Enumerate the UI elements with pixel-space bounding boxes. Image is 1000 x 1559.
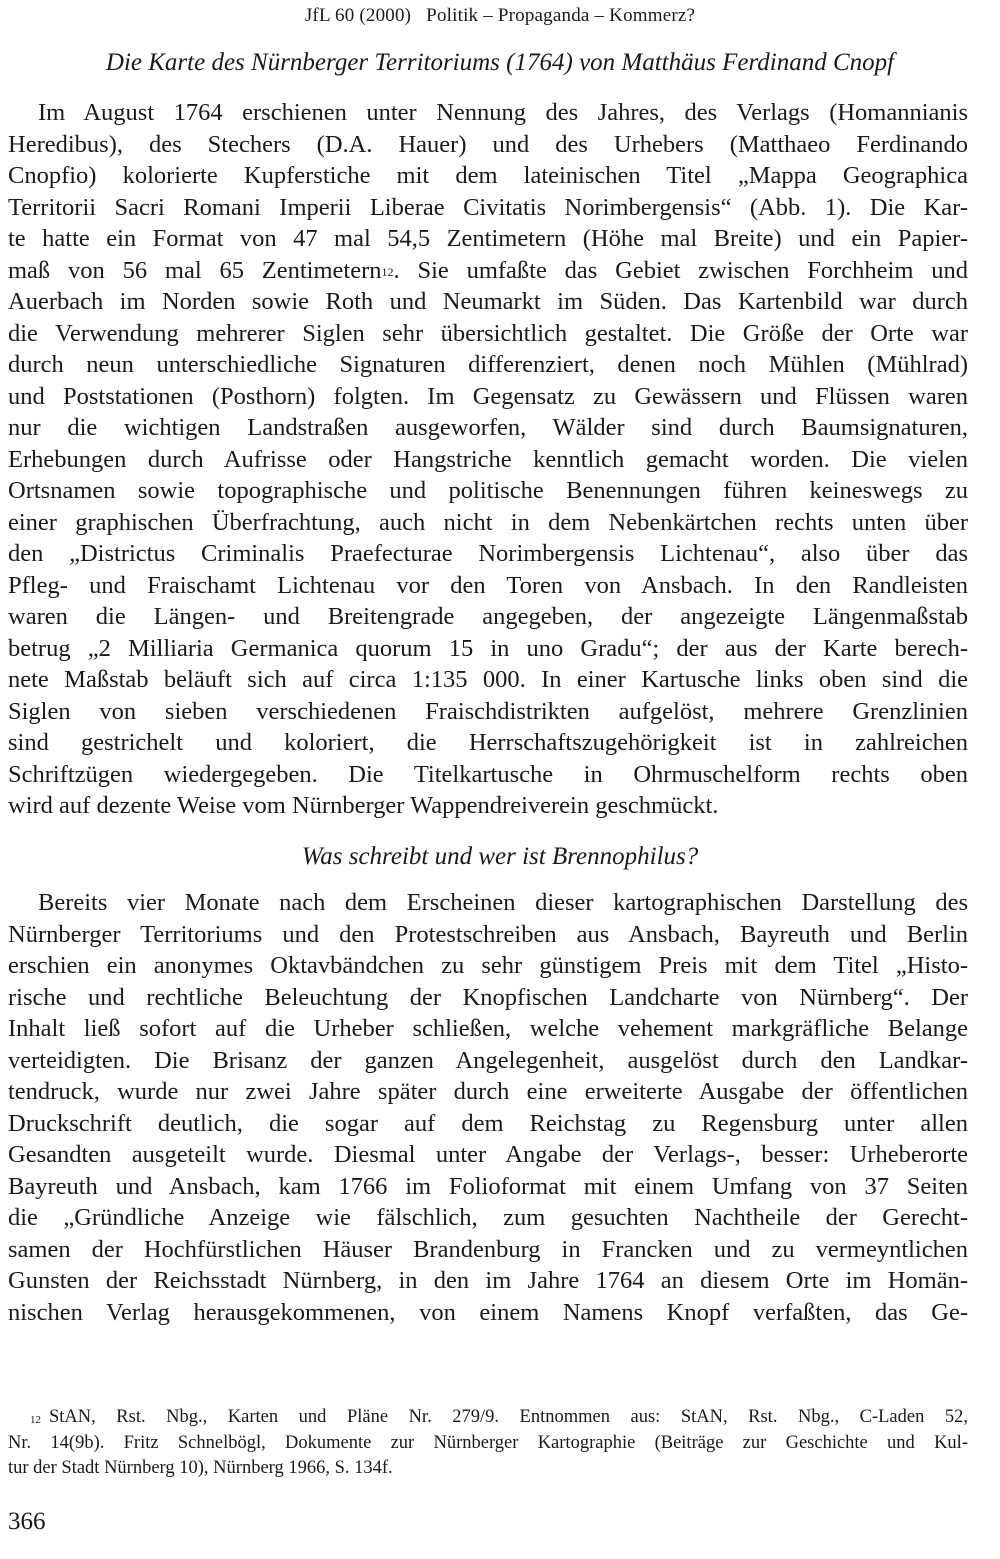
text-line: einer graphischen Überfrachtung, auch nicht in dem Nebenkärtchen rechts unten über — [8, 508, 968, 536]
page-number: 366 — [8, 1508, 46, 1535]
text-line: verteidigten. Die Brisanz der ganzen Angelegenheit, ausgelöst durch den Landkar- — [8, 1046, 968, 1074]
text-line: sind gestrichelt und koloriert, die Herrschaftszugehörigkeit ist in zahlreichen — [8, 729, 968, 756]
text-line: nur die wichtigen Landstraßen ausgeworfen, Wälder sind durch Baumsignaturen, — [8, 414, 968, 441]
text-line: Bereits vier Monate nach dem Erscheinen dieser kartographischen Darstellung des — [38, 889, 968, 916]
text-line: Siglen von sieben verschiedenen Fraischdistrikten aufgelöst, mehrere Grenzlinien — [8, 697, 968, 725]
footnote — [8, 1405, 968, 1482]
section-heading: Die Karte des Nürnberger Territoriums (1764) von Matthäus Ferdinand Cnopf — [105, 49, 895, 76]
text-line: nete Maßstab beläuft sich auf circa 1:135 000. In einer Kartusche links oben sind die — [8, 666, 968, 693]
text-line: rische und rechtliche Beleuchtung der Knopfischen Landcharte von Nürnberg“. Der — [8, 983, 968, 1011]
text-line: und Poststationen (Posthorn) folgten. Im Gegensatz zu Gewässern und Flüssen waren — [8, 382, 968, 410]
text-line: erschien ein anonymes Oktavbändchen zu sehr günstigem Preis mit dem Titel „Histo- — [8, 952, 968, 979]
text-line: waren die Längen- und Breitengrade angegeben, der angezeigte Längenmaßstab — [8, 603, 968, 630]
section-heading: Was schreibt und wer ist Brennophilus? — [301, 843, 699, 870]
text-line: nischen Verlag herausgekommenen, von einem Namens Knopf verfaßten, das Ge- — [8, 1298, 968, 1326]
text-line: Druckschrift deutlich, die sogar auf dem Reichstag zu Regensburg unter allen — [8, 1109, 968, 1137]
text-line: Im August 1764 erschienen unter Nennung des Jahres, des Verlags (Homannianis — [38, 99, 968, 126]
text-line: Gunsten der Reichsstadt Nürnberg, in den im Jahre 1764 an diesem Orte im Homän- — [8, 1267, 968, 1294]
text-line: Heredibus), des Stechers (D.A. Hauer) und des Urhebers (Matthaeo Ferdinando — [8, 130, 968, 158]
text-line: Nürnberger Territoriums und den Protestschreiben aus Ansbach, Bayreuth und Berlin — [8, 920, 968, 948]
text-line-with-footnote — [8, 255, 968, 287]
text-line: die „Gründliche Anzeige wie fälschlich, zum gesuchten Nachtheile der Gerecht- — [8, 1204, 968, 1231]
footnote-number: 12 — [30, 1414, 41, 1426]
text-line: Gesandten ausgeteilt wurde. Diesmal unter Angabe der Verlags-, besser: Urheberorte — [8, 1141, 968, 1168]
text-line: betrug „2 Milliaria Germanica quorum 15 in uno Gradu“; der aus der Karte berech- — [8, 634, 968, 662]
footnote-line — [8, 1405, 968, 1431]
journal-citation: JfL 60 (2000) — [304, 5, 412, 26]
text-line: te hatte ein Format von 47 mal 54,5 Zentimetern (Höhe mal Breite) und ein Papier- — [8, 225, 968, 252]
text-line: Bayreuth und Ansbach, kam 1766 im Folioformat mit einem Umfang von 37 Seiten — [8, 1172, 968, 1200]
text-line: Schriftzügen wiedergegeben. Die Titelkartusche in Ohrmuschelform rechts oben — [8, 760, 968, 788]
text-line: den „Districtus Criminalis Praefecturae Norimbergensis Lichtenau“, also über das — [8, 540, 968, 567]
text-line: Pfleg- und Fraischamt Lichtenau vor den Toren von Ansbach. In den Randleisten — [8, 571, 968, 599]
text-line: Erhebungen durch Aufrisse oder Hangstriche kenntlich gemacht worden. Die vielen — [8, 445, 968, 473]
footnote-text: StAN, Rst. Nbg., Karten und Pläne Nr. 279/9. Entnommen aus: StAN, Rst. Nbg., C-Laden 52, — [49, 1407, 968, 1427]
footnote-line: tur der Stadt Nürnberg 10), Nürnberg 1966, S. 134f. — [8, 1458, 393, 1478]
footnote-reference[interactable]: 12 — [381, 264, 394, 279]
running-head — [0, 5, 1000, 27]
body-paragraph — [8, 887, 968, 1328]
running-title: Politik – Propaganda – Kommerz? — [426, 5, 696, 26]
text-line: wird auf dezente Weise vom Nürnberger Wappendreiverein geschmückt. — [8, 792, 719, 819]
text-line: Cnopfio) kolorierte Kupferstiche mit dem lateinischen Titel „Mappa Geographica — [8, 162, 968, 189]
text-line: Inhalt ließ sofort auf die Urheber schließen, welche vehement markgräfliche Belange — [8, 1015, 968, 1042]
text-line: Ortsnamen sowie topographische und politische Benennungen führen keineswegs zu — [8, 477, 968, 504]
text-line: samen der Hochfürstlichen Häuser Brandenburg in Francken und zu vermeyntlichen — [8, 1235, 968, 1263]
text-line: Auerbach im Norden sowie Roth und Neumarkt im Süden. Das Kartenbild war durch — [8, 288, 968, 315]
text-line: durch neun unterschiedliche Signaturen differenziert, denen noch Mühlen (Mühlrad) — [8, 351, 968, 378]
body-paragraph — [8, 97, 968, 822]
footnote-line: Nr. 14(9b). Fritz Schnelbögl, Dokumente zur Nürnberger Kartographie (Beiträge zur Geschichte und Kul- — [8, 1432, 968, 1453]
text-fragment: . Sie umfaßte das Gebiet zwischen Forchheim und — [393, 256, 968, 284]
text-fragment: maß von 56 mal 65 Zentimetern — [8, 256, 382, 284]
text-line: tendruck, wurde nur zwei Jahre später durch eine erweiterte Ausgabe der öffentlichen — [8, 1078, 968, 1105]
text-line: die Verwendung mehrerer Siglen sehr übersichtlich gestaltet. Die Größe der Orte war — [8, 319, 968, 347]
text-line: Territorii Sacri Romani Imperii Liberae Civitatis Norimbergensis“ (Abb. 1). Die Kar- — [8, 193, 968, 221]
